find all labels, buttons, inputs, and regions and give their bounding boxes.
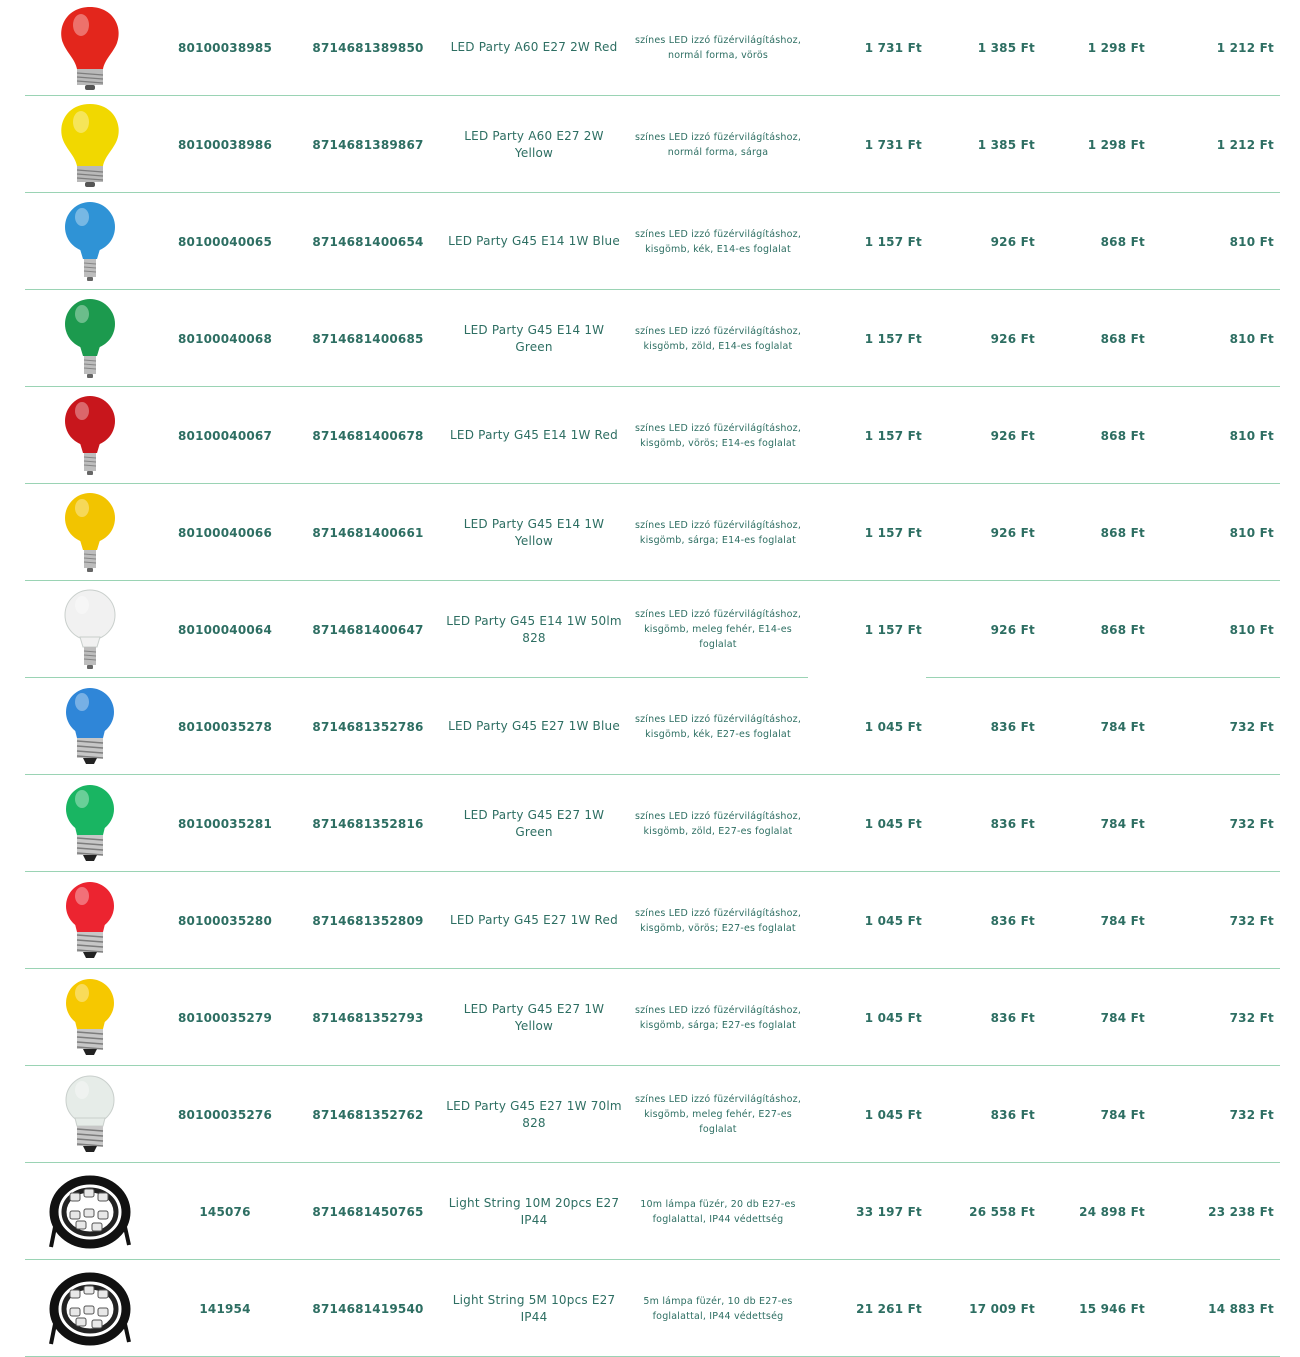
light-string-coil-icon	[45, 1264, 135, 1354]
bulb-g45-e27-red-icon	[45, 876, 135, 966]
product-image	[40, 290, 140, 387]
product-description: színes LED izzó füzérvilágításhoz, kisgömb, zöld, E27-es foglalat	[634, 810, 802, 837]
table-row	[0, 96, 1300, 193]
product-code: 80100040068	[177, 331, 273, 346]
product-description: 5m lámpa füzér, 10 db E27-es foglalattal, IP44 védettség	[643, 1295, 793, 1322]
table-row	[0, 872, 1300, 969]
price-2: 836 Ft	[990, 1107, 1035, 1122]
product-description: színes LED izzó füzérvilágításhoz, kisgömb, vörös; E27-es foglalat	[634, 907, 802, 934]
ean-code: 8714681400654	[312, 234, 424, 249]
price-2: 1 385 Ft	[977, 137, 1035, 152]
ean-code: 8714681389867	[312, 137, 424, 152]
ean-code: 8714681352816	[312, 816, 424, 831]
product-name: LED Party G45 E27 1W Yellow	[463, 1001, 605, 1033]
price-1: 1 157 Ft	[864, 622, 922, 637]
table-row	[0, 290, 1300, 387]
product-code: 80100040067	[177, 428, 273, 443]
product-description: színes LED izzó füzérvilágításhoz, kisgömb, zöld, E14-es foglalat	[634, 325, 802, 352]
bulb-g45-e14-blue-icon	[45, 197, 135, 287]
price-4: 732 Ft	[1229, 913, 1274, 928]
product-code: 80100040065	[177, 234, 273, 249]
product-image	[40, 775, 140, 872]
price-3: 868 Ft	[1100, 428, 1145, 443]
table-row	[0, 775, 1300, 872]
bulb-g45-e14-green-icon	[45, 294, 135, 384]
table-row	[0, 1163, 1300, 1260]
price-4: 732 Ft	[1229, 816, 1274, 831]
product-description: színes LED izzó füzérvilágításhoz, kisgömb, meleg fehér, E27-es foglalat	[634, 1094, 802, 1135]
price-3: 868 Ft	[1100, 525, 1145, 540]
ean-code: 8714681400647	[312, 622, 424, 637]
price-4: 810 Ft	[1229, 525, 1274, 540]
table-row	[0, 0, 1300, 96]
price-4: 23 238 Ft	[1208, 1204, 1274, 1219]
bulb-a60-yellow-icon	[45, 100, 135, 190]
ean-code: 8714681400685	[312, 331, 424, 346]
product-description: színes LED izzó füzérvilágításhoz, kisgömb, sárga; E14-es foglalat	[634, 519, 802, 546]
product-name: LED Party G45 E27 1W Blue	[448, 719, 620, 733]
price-1: 1 157 Ft	[864, 234, 922, 249]
price-1: 1 045 Ft	[864, 1107, 922, 1122]
product-code: 80100038985	[177, 40, 273, 55]
product-name: LED Party G45 E14 1W Yellow	[463, 516, 605, 548]
product-image	[40, 581, 140, 678]
product-code: 80100035280	[177, 913, 273, 928]
product-code: 80100040066	[177, 525, 273, 540]
price-4: 810 Ft	[1229, 234, 1274, 249]
bulb-g45-e14-yellow-icon	[45, 488, 135, 578]
bulb-a60-red-icon	[45, 3, 135, 93]
product-code: 80100038986	[177, 137, 273, 152]
product-image	[40, 484, 140, 581]
bulb-g45-e14-white-icon	[45, 585, 135, 675]
table-row	[0, 969, 1300, 1066]
price-1: 33 197 Ft	[856, 1204, 922, 1219]
price-3: 784 Ft	[1100, 913, 1145, 928]
product-image	[40, 1066, 140, 1163]
table-row	[0, 193, 1300, 290]
light-string-coil-icon	[45, 1167, 135, 1257]
product-code: 145076	[199, 1204, 251, 1219]
ean-code: 8714681419540	[312, 1301, 424, 1316]
price-3: 24 898 Ft	[1079, 1204, 1145, 1219]
product-name: Light String 5M 10pcs E27 IP44	[452, 1292, 616, 1324]
price-2: 836 Ft	[990, 816, 1035, 831]
bulb-g45-e27-white-icon	[45, 1070, 135, 1160]
ean-code: 8714681352809	[312, 913, 424, 928]
bulb-g45-e14-red-icon	[45, 391, 135, 481]
product-description: színes LED izzó füzérvilágításhoz, kisgömb, kék, E14-es foglalat	[634, 228, 802, 255]
price-4: 14 883 Ft	[1208, 1301, 1274, 1316]
price-1: 1 045 Ft	[864, 816, 922, 831]
price-4: 1 212 Ft	[1216, 137, 1274, 152]
product-description: színes LED izzó füzérvilágításhoz, normál forma, vörös	[634, 34, 802, 61]
price-4: 810 Ft	[1229, 428, 1274, 443]
price-3: 868 Ft	[1100, 331, 1145, 346]
product-image	[40, 678, 140, 775]
product-code: 80100035276	[177, 1107, 273, 1122]
table-row	[0, 1260, 1300, 1357]
price-4: 1 212 Ft	[1216, 40, 1274, 55]
product-image	[40, 969, 140, 1066]
table-row	[0, 678, 1300, 775]
price-2: 836 Ft	[990, 719, 1035, 734]
product-name: LED Party G45 E14 1W Red	[450, 428, 618, 442]
price-2: 926 Ft	[990, 331, 1035, 346]
price-3: 784 Ft	[1100, 1010, 1145, 1025]
ean-code: 8714681400661	[312, 525, 424, 540]
product-description: színes LED izzó füzérvilágításhoz, kisgömb, vörös; E14-es foglalat	[634, 422, 802, 449]
product-description: színes LED izzó füzérvilágításhoz, kisgömb, kék, E27-es foglalat	[634, 713, 802, 740]
product-image	[40, 387, 140, 484]
price-3: 1 298 Ft	[1087, 137, 1145, 152]
product-code: 80100035281	[177, 816, 273, 831]
price-1: 1 157 Ft	[864, 525, 922, 540]
price-1: 1 157 Ft	[864, 331, 922, 346]
product-image	[40, 1260, 140, 1357]
price-2: 836 Ft	[990, 1010, 1035, 1025]
ean-code: 8714681352762	[312, 1107, 424, 1122]
product-name: LED Party G45 E14 1W Blue	[448, 234, 620, 248]
product-description: 10m lámpa füzér, 20 db E27-es foglalattal, IP44 védettség	[640, 1198, 796, 1225]
table-row	[0, 581, 1300, 678]
price-1: 1 157 Ft	[864, 428, 922, 443]
product-code: 80100035279	[177, 1010, 273, 1025]
price-4: 732 Ft	[1229, 1010, 1274, 1025]
ean-code: 8714681450765	[312, 1204, 424, 1219]
product-description: színes LED izzó füzérvilágításhoz, kisgömb, sárga; E27-es foglalat	[634, 1004, 802, 1031]
product-description: színes LED izzó füzérvilágításhoz, kisgömb, meleg fehér, E14-es foglalat	[634, 609, 802, 650]
bulb-g45-e27-blue-icon	[45, 682, 135, 772]
product-image	[40, 872, 140, 969]
product-name: LED Party G45 E27 1W Green	[463, 807, 605, 839]
product-name: LED Party G45 E14 1W 50lm 828	[446, 613, 622, 645]
price-4: 732 Ft	[1229, 1107, 1274, 1122]
price-3: 868 Ft	[1100, 234, 1145, 249]
price-2: 1 385 Ft	[977, 40, 1035, 55]
table-row	[0, 1066, 1300, 1163]
product-code: 80100040064	[177, 622, 273, 637]
price-1: 1 045 Ft	[864, 719, 922, 734]
price-2: 926 Ft	[990, 234, 1035, 249]
price-4: 810 Ft	[1229, 331, 1274, 346]
price-2: 926 Ft	[990, 428, 1035, 443]
product-name: LED Party A60 E27 2W Yellow	[464, 128, 604, 160]
bulb-g45-e27-yellow-icon	[45, 973, 135, 1063]
price-3: 1 298 Ft	[1087, 40, 1145, 55]
product-image	[40, 1163, 140, 1260]
product-code: 80100035278	[177, 719, 273, 734]
ean-code: 8714681352786	[312, 719, 424, 734]
product-name: Light String 10M 20pcs E27 IP44	[448, 1195, 620, 1227]
price-4: 732 Ft	[1229, 719, 1274, 734]
price-3: 784 Ft	[1100, 719, 1145, 734]
bulb-g45-e27-green-icon	[45, 779, 135, 869]
table-row	[0, 484, 1300, 581]
ean-code: 8714681400678	[312, 428, 424, 443]
price-4: 810 Ft	[1229, 622, 1274, 637]
product-description: színes LED izzó füzérvilágításhoz, normál forma, sárga	[634, 131, 802, 158]
ean-code: 8714681389850	[312, 40, 424, 55]
product-name: LED Party A60 E27 2W Red	[450, 40, 618, 54]
price-1: 1 731 Ft	[864, 137, 922, 152]
price-3: 868 Ft	[1100, 622, 1145, 637]
price-1: 21 261 Ft	[856, 1301, 922, 1316]
price-3: 15 946 Ft	[1079, 1301, 1145, 1316]
product-name: LED Party G45 E27 1W Red	[450, 913, 618, 927]
price-2: 926 Ft	[990, 525, 1035, 540]
price-1: 1 045 Ft	[864, 913, 922, 928]
price-3: 784 Ft	[1100, 1107, 1145, 1122]
price-1: 1 045 Ft	[864, 1010, 922, 1025]
price-2: 926 Ft	[990, 622, 1035, 637]
product-image	[40, 0, 140, 96]
product-name: LED Party G45 E14 1W Green	[463, 322, 605, 354]
ean-code: 8714681352793	[312, 1010, 424, 1025]
price-1: 1 731 Ft	[864, 40, 922, 55]
table-row	[0, 387, 1300, 484]
price-2: 26 558 Ft	[969, 1204, 1035, 1219]
price-2: 17 009 Ft	[969, 1301, 1035, 1316]
product-image	[40, 96, 140, 193]
product-image	[40, 193, 140, 290]
product-name: LED Party G45 E27 1W 70lm 828	[446, 1098, 622, 1130]
product-code: 141954	[199, 1301, 251, 1316]
price-3: 784 Ft	[1100, 816, 1145, 831]
price-2: 836 Ft	[990, 913, 1035, 928]
